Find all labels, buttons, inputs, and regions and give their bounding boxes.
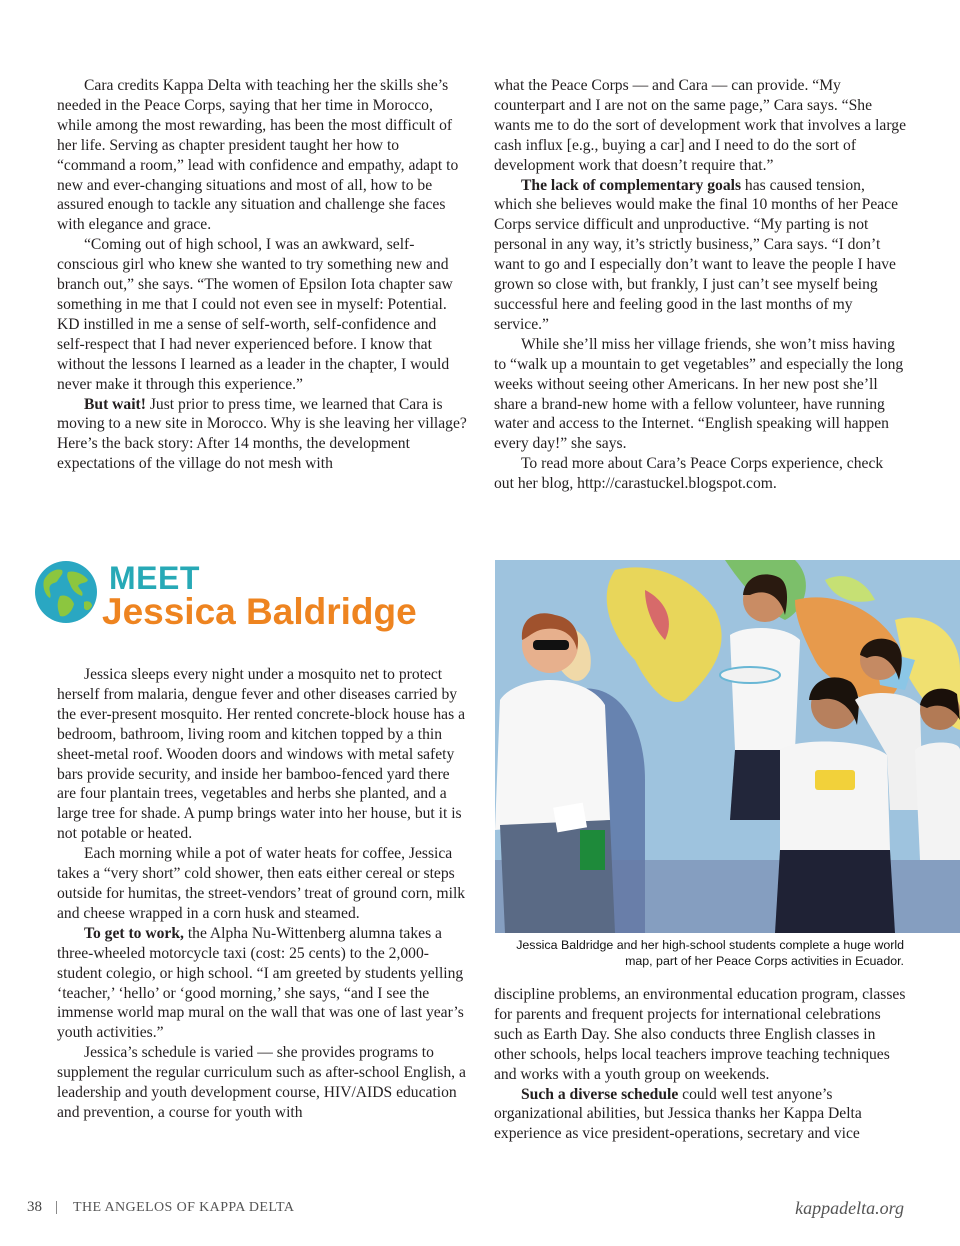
paragraph-text: has caused tension, which she believes would make the final 10 months of her Peace Corps service difficult and unproductive. “My parting is not personal in any way, it’s strictly business,” Cara says. “I don’t want to go and I especially don’t want to leave the people I have grown so close with, but frankly, I just can’t see myself being successful here and feeling good in the last months of my service.” bbox=[494, 176, 899, 333]
lead-in: Such a diverse schedule bbox=[521, 1085, 679, 1103]
lead-in: To get to work, bbox=[84, 924, 184, 942]
lead-in: But wait! bbox=[84, 395, 146, 413]
paragraph-text: Just prior to press time, we learned that Cara is moving to a new site in Morocco. Why is she leaving her village? Here’s the back story: After 14 months, the development expectations of the village do not mesh with bbox=[57, 395, 467, 473]
article-column-bottom-left bbox=[57, 665, 467, 1123]
page-footer bbox=[27, 1199, 907, 1223]
paragraph: Cara credits Kappa Delta with teaching her the skills she’s needed in the Peace Corps, saying that her time in Morocco, while among the most rewarding, has been the most difficult of her life. Serving as chapter president taught her how to “command a room,” lead with confidence and empathy, adapt to new and ever-changing situations and most of all, how to be assured enough to tackle any situation and challenge she faces with elegance and grace. bbox=[57, 77, 459, 234]
article-column-top-right bbox=[494, 76, 906, 494]
footer-separator: | bbox=[55, 1199, 59, 1215]
paragraph bbox=[57, 395, 467, 475]
paragraph bbox=[57, 924, 467, 1043]
paragraph: Each morning while a pot of water heats for coffee, Jessica takes a “very short” cold shower, then eats either cereal or steps outside for humitas, the street-vendors’ treat of ground corn, milk and cheese wrapped in a corn husk and steamed. bbox=[57, 845, 466, 922]
article-column-bottom-right bbox=[494, 985, 906, 1144]
paragraph-text: could well test anyone’s organizational abilities, but Jessica thanks her Kappa Delta experience as vice president-operations, secretary and vice bbox=[494, 1085, 862, 1143]
paragraph: “Coming out of high school, I was an awkward, self-conscious girl who knew she wanted to try something new and branch out,” she says. “The women of Epsilon Iota chapter saw something in me that I could not even see in myself: Potential. KD instilled in me a sense of self-worth, self-confidence and self-respect that I had never experienced before. I know that without the lessons I learned as a leader in the chapter, I would never make it through this experience.” bbox=[57, 236, 453, 393]
globe-icon bbox=[34, 560, 98, 624]
paragraph bbox=[494, 1085, 906, 1145]
paragraph-text: the Alpha Nu-Wittenberg alumna takes a three-wheeled motorcycle taxi (cost: 25 cents) to the 2,000-student colegio, or high school. “I am greeted by students yelling ‘teacher,’ ‘hello’ or ‘good morning,’ she says, “and I see the immense world map mural on the wall that was one of last year’s youth activities.” bbox=[57, 924, 464, 1042]
paragraph: discipline problems, an environmental education program, classes for parents and frequent projects for international celebrations such as Earth Day. She also conducts three English classes in other schools, helps local teachers improve teaching techniques and works with a youth group on weekends. bbox=[494, 986, 906, 1083]
paragraph: While she’ll miss her village friends, she won’t miss having to “walk up a mountain to get vegetables” and especially the long weeks without seeing other Americans. In her new post she’ll share a brand-new home with a fellow volunteer, have running water and access to the Internet. “English speaking will happen every day!” she says. bbox=[494, 335, 904, 453]
meet-label: MEET bbox=[109, 560, 200, 596]
paragraph: Jessica sleeps every night under a mosquito net to protect herself from malaria, dengue fever and other diseases carried by the ever-present mosquito. Her rented concrete-block house has a bedroom, bathroom, living room and kitchen topped by a thin sheet-metal roof. Wooden doors and windows with metal safety bars provide security, and inside her bamboo-fenced yard there are four plantain trees, vegetables and herbs she planted, and a large tree for shade. A pump brings water into her house, but it is not potable or heated. bbox=[57, 666, 465, 843]
page-number: 38 bbox=[27, 1199, 42, 1215]
publication-title: THE ANGELOS OF KAPPA DELTA bbox=[73, 1200, 295, 1215]
photo-caption: Jessica Baldridge and her high-school students complete a huge world map, part of her Peace Corps activities in Ecuador. bbox=[516, 938, 904, 968]
mural-photo-illustration bbox=[495, 560, 960, 933]
paragraph: what the Peace Corps — and Cara — can provide. “My counterpart and I are not on the same page,” Cara says. “She wants me to do the sort of development work that involves a large cash influx [e.g., buying a car] and I need to do the sort of development work that doesn’t require that.” bbox=[494, 77, 906, 174]
lead-in: The lack of complementary goals bbox=[521, 176, 742, 194]
paragraph bbox=[494, 176, 906, 335]
profile-name-heading: Jessica Baldridge bbox=[102, 591, 417, 632]
paragraph: Jessica’s schedule is varied — she provides programs to supplement the regular curriculum such as after-school English, a leadership and youth development course, HIV/AIDS education and prevention, a course for youth with bbox=[57, 1044, 466, 1121]
meet-header bbox=[34, 558, 434, 638]
article-column-top-left bbox=[57, 76, 467, 474]
website-link[interactable]: kappadelta.org bbox=[795, 1198, 904, 1218]
paragraph: To read more about Cara’s Peace Corps experience, check out her blog, http://carastuckel.blogspot.com. bbox=[494, 455, 884, 493]
mural-photo bbox=[495, 560, 960, 933]
